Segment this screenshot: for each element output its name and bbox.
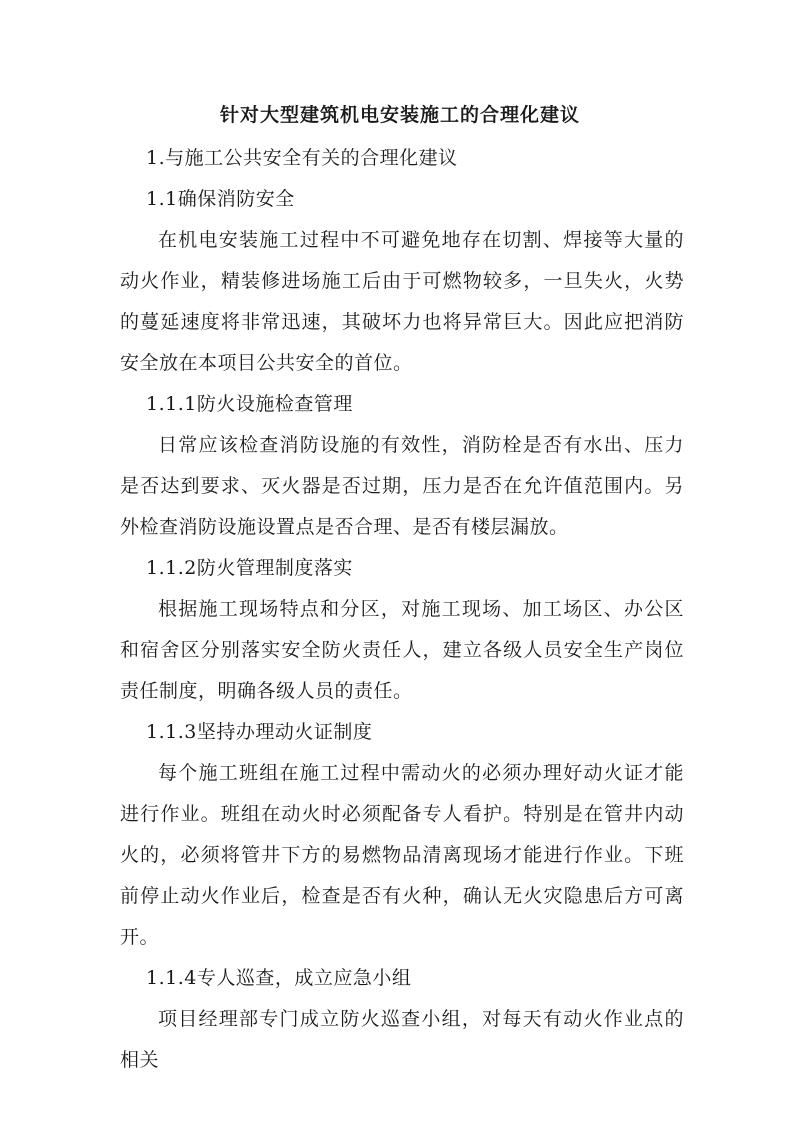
section-heading-1-1: 1.1确保消防安全 — [146, 188, 295, 210]
paragraph-fire-safety: 在机电安装施工过程中不可避免地存在切割、焊接等大量的动火作业，精装修进场施工后由于可燃物较多，一旦失火，火势的蔓延速度将非常迅速，其破坏力也将异常巨大。因此应把消防安全放在本项目公共安全的首位。 — [120, 229, 684, 374]
paragraph-management-system: 根据施工现场特点和分区，对施工现场、加工场区、办公区和宿舍区分别落实安全防火责任人，建立各级人员安全生产岗位责任制度，明确各级人员的责任。 — [120, 598, 684, 702]
section-heading-1-1-1: 1.1.1防火设施检查管理 — [146, 393, 353, 415]
section-heading-1-1-3: 1.1.3坚持办理动火证制度 — [146, 721, 373, 743]
section-heading-1: 1.与施工公共安全有关的合理化建议 — [146, 147, 458, 169]
document-title: 针对大型建筑机电安装施工的合理化建议 — [219, 104, 580, 126]
section-heading-1-1-2: 1.1.2防火管理制度落实 — [146, 557, 353, 579]
paragraph-facility-check: 日常应该检查消防设施的有效性，消防栓是否有水出、压力是否达到要求、灭火器是否过期，压力是否在允许值范围内。另外检查消防设施设置点是否合理、是否有楼层漏放。 — [120, 434, 684, 538]
document-body — [120, 138, 684, 1081]
paragraph-hot-work-permit: 每个施工班组在施工过程中需动火的必须办理好动火证才能进行作业。班组在动火时必须配备专人看护。特别是在管井内动火的，必须将管井下方的易燃物品清离现场才能进行作业。下班前停止动火作业后，检查是否有火种，确认无火灾隐患后方可离开。 — [120, 762, 684, 948]
section-heading-1-1-4: 1.1.4专人巡查，成立应急小组 — [146, 967, 412, 989]
paragraph-patrol-team: 项目经理部专门成立防火巡查小组，对每天有动火作业点的相关 — [120, 1008, 684, 1071]
